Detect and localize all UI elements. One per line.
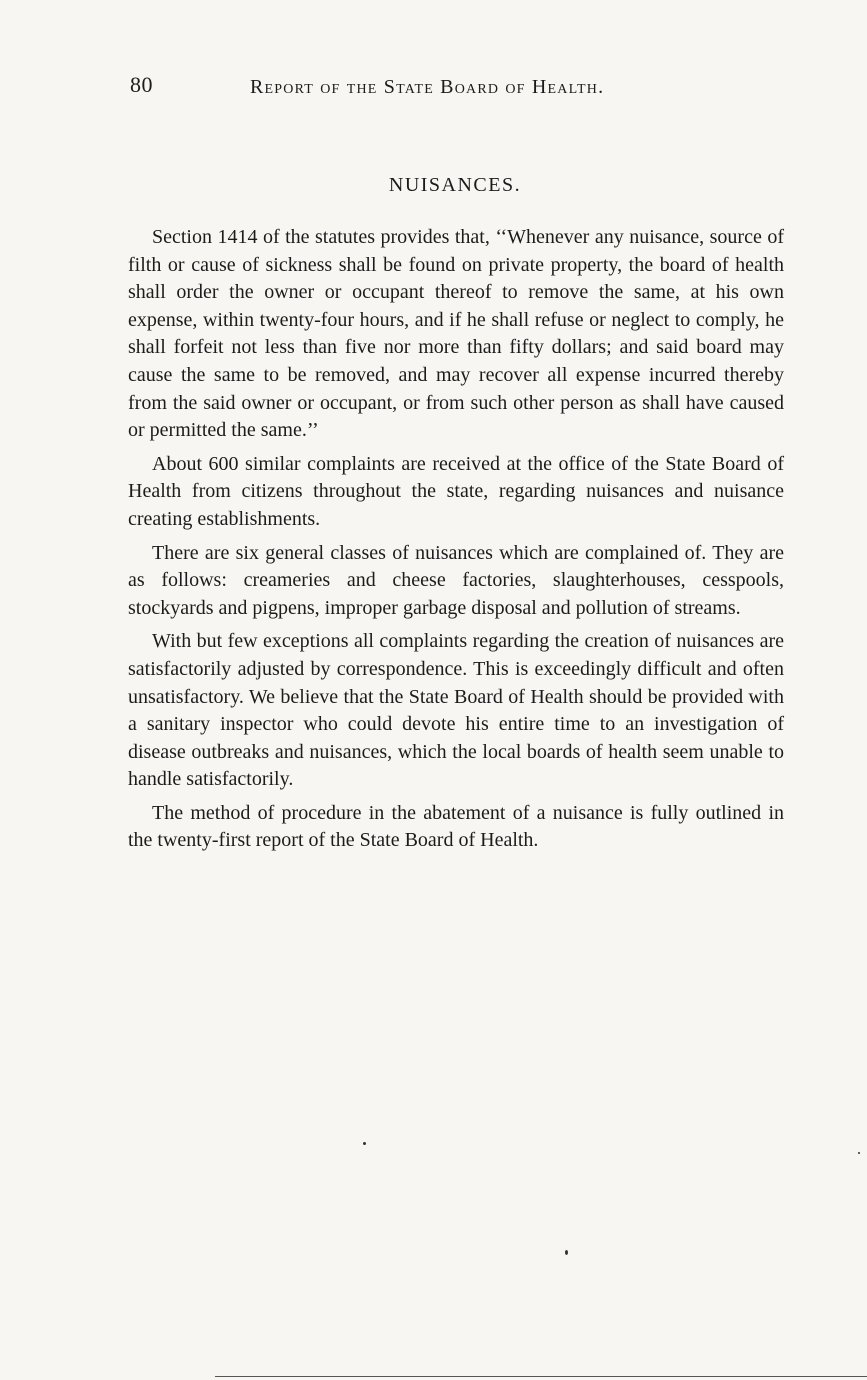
running-header: Report of the State Board of Health. [250, 76, 605, 98]
paragraph-classes: There are six general classes of nuisances which are complained of. They are as follows: creameries and cheese factories, slaughterhouses, cesspools, stockyards and pigpens, improper garbage disposal and pollution of streams. [128, 541, 784, 619]
paragraph-complaints: About 600 similar complaints are received at the office of the State Board of Health from citizens throughout the state, regarding nuisances and nuisance creating establishments. [128, 452, 784, 530]
body-text [128, 224, 784, 861]
paragraph-exceptions: With but few exceptions all complaints regarding the creation of nuisances are satisfactorily adjusted by correspondence. This is exceedingly difficult and often unsatisfactory. We believe that the State Board of Health should be provided with a sanitary inspector who could devote his entire time to an investigation of disease outbreaks and nuisances, which the local boards of health seem unable to handle satisfactorily. [128, 630, 784, 791]
section-title: NUISANCES. [388, 174, 522, 196]
page-number: 80 [130, 72, 153, 97]
print-speck [858, 1152, 860, 1154]
paragraph-statute: Section 1414 of the statutes provides that, ‘‘Whenever any nuisance, source of filth or cause of sickness shall be found on private property, the board of health shall order the owner or occupant thereof to remove the same, at his own expense, within twenty-four hours, and if he shall refuse or neglect to comply, he shall forfeit not less than five nor more than fifty dollars; and said board may cause the same to be removed, and may recover all expense incurred thereby from the said owner or occupant, or from such other person as shall have caused or permitted the same.’’ [128, 226, 784, 442]
paragraph-procedure: The method of procedure in the abatement of a nuisance is fully outlined in the twenty-first report of the State Board of Health. [128, 801, 784, 852]
page-edge-rule [215, 1376, 867, 1377]
print-speck [363, 1142, 366, 1145]
print-speck [565, 1250, 568, 1255]
